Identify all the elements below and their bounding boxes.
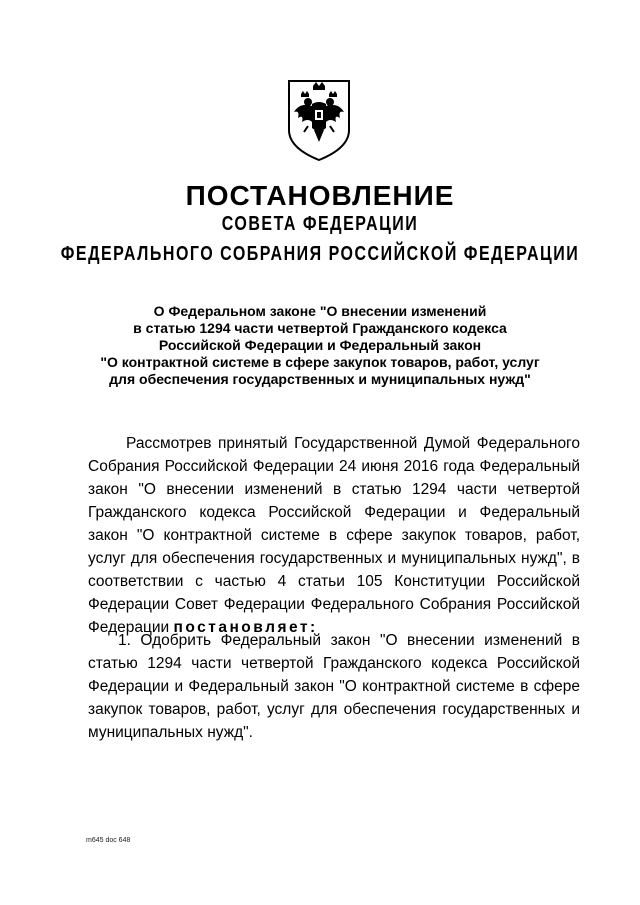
- law-title-line: в статью 1294 части четвертой Гражданского кодекса: [133, 320, 507, 336]
- paragraph-line: Рассмотрев принятый Государственной Думой Федерального: [126, 435, 580, 452]
- paragraph-line: закон "О контрактной системе в сфере закупок товаров, работ,: [88, 527, 580, 544]
- paragraph-line: Гражданского кодекса Российской Федерации и Федеральный: [88, 504, 580, 521]
- resolves-keyword: постановляет:: [173, 619, 318, 636]
- paragraph-line: закон "О внесении изменений в статью 1294 части четвертой: [88, 481, 580, 498]
- paragraph-line: муниципальных нужд".: [88, 724, 253, 741]
- paragraph-line: закупок товаров, работ, услуг для обеспечения государственных и: [88, 701, 580, 718]
- paragraph-line: соответствии с частью 4 статьи 105 Конституции Российской: [88, 573, 580, 590]
- paragraph-preamble: [88, 432, 580, 639]
- paragraph-resolution-item-1: [88, 629, 580, 744]
- paragraph-text: Федерации: [88, 619, 174, 636]
- law-title-line: О Федеральном законе "О внесении изменений: [153, 303, 487, 319]
- document-footer-code: m645 doc 648: [86, 837, 131, 844]
- russian-coat-of-arms-icon: [286, 78, 352, 162]
- law-title-line: "О контрактной системе в сфере закупок товаров, работ, услуг: [100, 354, 540, 370]
- document-title: ПОСТАНОВЛЕНИЕ: [185, 180, 455, 211]
- law-title-line: для обеспечения государственных и муниципальных нужд": [109, 371, 531, 387]
- paragraph-line: Федерации Совет Федерации Федерального Собрания Российской: [88, 596, 580, 613]
- document-subtitle-line-2: ФЕДЕРАЛЬНОГО СОБРАНИЯ РОССИЙСКОЙ ФЕДЕРАЦИИ: [60, 243, 580, 265]
- paragraph-line: 1. Одобрить Федеральный закон "О внесении изменений в: [118, 632, 580, 649]
- paragraph-line: Федерации и Федеральный закон "О контрактной системе в сфере: [88, 678, 580, 695]
- law-title-line: Российской Федерации и Федеральный закон: [158, 337, 482, 353]
- paragraph-line: статью 1294 части четвертой Гражданского кодекса Российской: [88, 655, 580, 672]
- paragraph-line: Собрания Российской Федерации 24 июня 2016 года Федеральный: [88, 458, 580, 475]
- law-title: [80, 303, 560, 388]
- paragraph-line: услуг для обеспечения государственных и муниципальных нужд", в: [88, 550, 580, 567]
- document-subtitle-line-1: СОВЕТА ФЕДЕРАЦИИ: [221, 213, 419, 235]
